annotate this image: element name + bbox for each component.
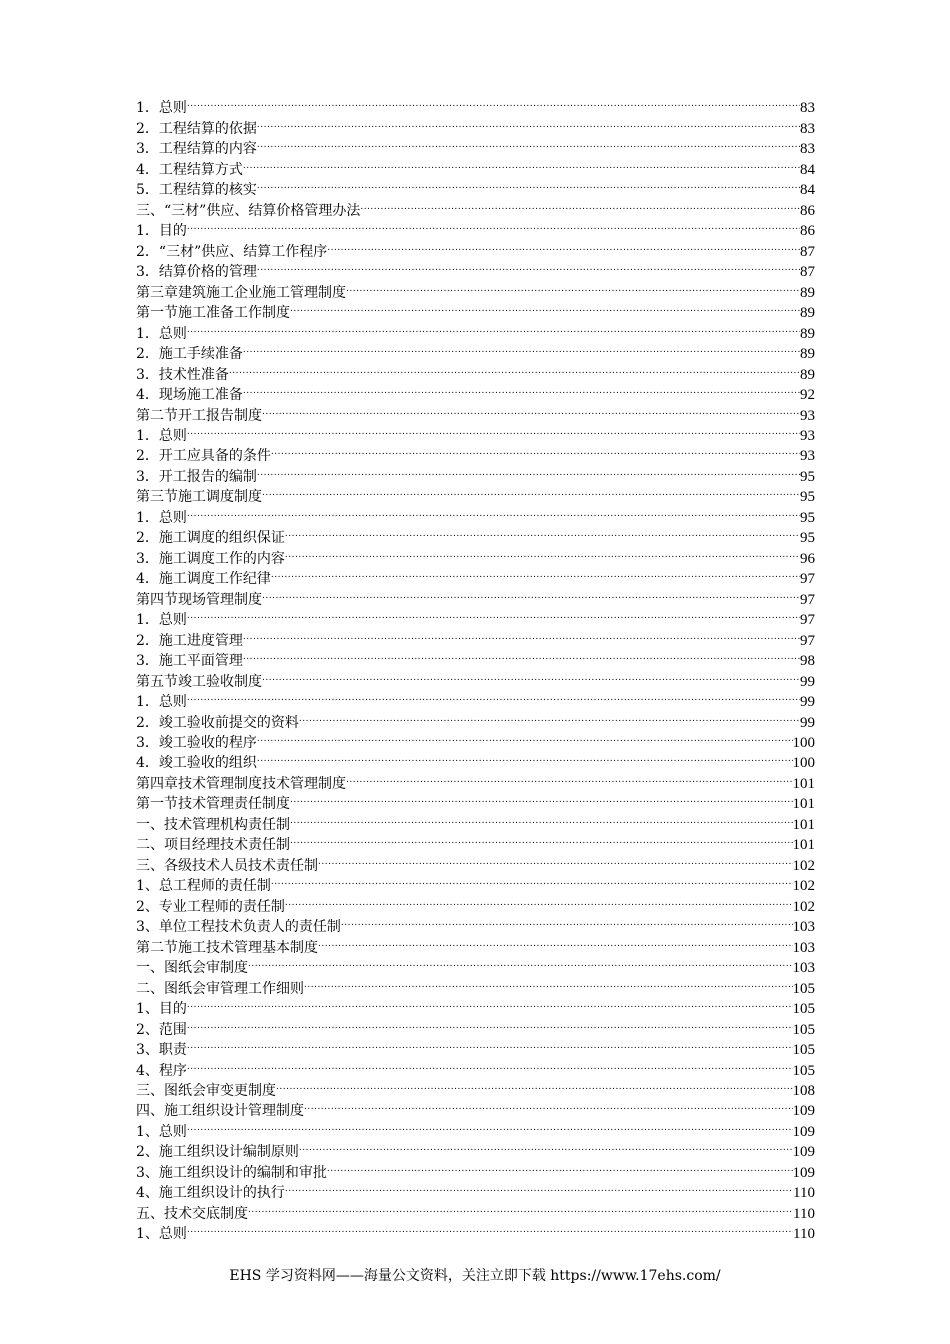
toc-leader-dots: [299, 1136, 793, 1156]
toc-entry[interactable]: [136, 92, 815, 117]
toc-leader-dots: [257, 174, 800, 194]
toc-entry-page-number: 87: [800, 243, 815, 260]
toc-entry[interactable]: [136, 379, 815, 404]
toc-entry-title: 1、总则: [136, 1226, 187, 1243]
toc-leader-dots: [299, 706, 800, 726]
toc-entry[interactable]: [136, 317, 815, 342]
toc-leader-dots: [187, 686, 800, 706]
toc-leader-dots: [243, 645, 800, 665]
toc-leader-dots: [285, 890, 793, 910]
toc-entry-title: 3、施工组织设计的编制和审批: [136, 1164, 327, 1181]
toc-entry-title: 4、施工组织设计的执行: [136, 1185, 285, 1202]
toc-entry-page-number: 105: [792, 1042, 815, 1059]
toc-entry-page-number: 93: [800, 448, 815, 465]
toc-entry-title: 1．总则: [136, 509, 187, 526]
toc-entry-title: 3．竣工验收的程序: [136, 735, 257, 751]
toc-entry-title: 1．目的: [136, 223, 187, 240]
table-of-contents: [136, 92, 815, 1243]
toc-entry-page-number: 105: [792, 1021, 815, 1038]
toc-entry-page-number: 102: [792, 878, 815, 895]
toc-leader-dots: [346, 276, 800, 296]
toc-entry-page-number: 86: [800, 202, 815, 219]
toc-entry-title: 2．“三材”供应、结算工作程序: [136, 243, 328, 260]
toc-entry-page-number: 102: [792, 898, 815, 915]
toc-entry-title: 1．总则: [136, 325, 187, 342]
toc-entry-page-number: 96: [800, 550, 815, 567]
toc-entry-page-number: 99: [800, 714, 815, 731]
toc-entry-page-number: 103: [792, 960, 815, 977]
toc-entry-title: 1．总则: [136, 100, 187, 117]
toc-leader-dots: [262, 399, 800, 419]
toc-entry-page-number: 109: [792, 1123, 815, 1140]
toc-leader-dots: [257, 133, 800, 153]
toc-entry-title: 第四章技术管理制度技术管理制度: [136, 775, 346, 792]
toc-leader-dots: [318, 849, 793, 869]
toc-entry[interactable]: [136, 1115, 815, 1140]
toc-entry-page-number: 83: [800, 120, 815, 137]
toc-entry-page-number: 102: [792, 857, 815, 874]
toc-entry-title: 1、总则: [136, 1123, 187, 1140]
toc-entry[interactable]: [136, 1013, 815, 1038]
toc-entry-page-number: 86: [800, 223, 815, 240]
toc-leader-dots: [290, 297, 800, 317]
toc-entry-title: 3．施工调度工作的内容: [136, 550, 285, 567]
toc-entry-page-number: 103: [792, 919, 815, 936]
toc-entry-title: 2．工程结算的依据: [136, 120, 257, 137]
toc-entry-title: 第五节竣工验收制度: [136, 673, 262, 690]
toc-entry-title: 第三节施工调度制度: [136, 489, 262, 506]
toc-entry-title: 4．工程结算方式: [136, 161, 243, 178]
toc-leader-dots: [187, 1218, 793, 1238]
toc-entry[interactable]: [136, 522, 815, 547]
toc-entry-title: 4．施工调度工作纪律: [136, 571, 271, 588]
toc-entry-title: 三、各级技术人员技术责任制: [136, 857, 318, 874]
toc-entry-page-number: 109: [792, 1103, 815, 1120]
toc-entry-title: 第一节技术管理责任制度: [136, 796, 290, 813]
toc-entry-page-number: 89: [800, 366, 815, 383]
toc-entry-page-number: 110: [793, 1205, 815, 1222]
toc-entry[interactable]: [136, 1054, 815, 1079]
toc-entry-title: 1．总则: [136, 694, 187, 711]
toc-entry-page-number: 105: [792, 1062, 815, 1079]
toc-leader-dots: [257, 727, 793, 747]
toc-entry[interactable]: [136, 440, 815, 465]
toc-entry-page-number: 95: [800, 530, 815, 547]
toc-entry-page-number: 95: [800, 468, 815, 485]
toc-entry-page-number: 105: [792, 980, 815, 997]
toc-entry-title: 4．现场施工准备: [136, 387, 243, 404]
toc-entry-title: 二、项目经理技术责任制: [136, 837, 290, 854]
toc-entry-title: 五、技术交底制度: [136, 1205, 248, 1222]
toc-entry[interactable]: [136, 624, 815, 649]
toc-entry-page-number: 103: [792, 939, 815, 956]
toc-entry-title: 3、单位工程技术负责人的责任制: [136, 919, 341, 936]
toc-entry-title: 四、施工组织设计管理制度: [136, 1103, 304, 1120]
toc-entry[interactable]: [136, 604, 815, 629]
toc-entry-title: 1．总则: [136, 427, 187, 444]
toc-entry-page-number: 93: [800, 407, 815, 424]
toc-leader-dots: [271, 440, 800, 460]
toc-entry-title: 二、图纸会审管理工作细则: [136, 980, 304, 997]
toc-entry-title: 4．竣工验收的组织: [136, 755, 257, 772]
toc-entry-page-number: 95: [800, 489, 815, 506]
toc-entry[interactable]: [136, 215, 815, 240]
toc-entry-page-number: 109: [792, 1164, 815, 1181]
toc-leader-dots: [304, 972, 793, 992]
toc-leader-dots: [285, 522, 800, 542]
toc-entry[interactable]: [136, 235, 815, 260]
toc-entry-page-number: 100: [792, 755, 815, 772]
toc-entry[interactable]: [136, 686, 815, 711]
toc-entry-page-number: 101: [792, 796, 815, 813]
toc-leader-dots: [257, 747, 793, 767]
toc-entry-page-number: 100: [792, 735, 815, 751]
toc-entry-page-number: 99: [800, 694, 815, 711]
toc-leader-dots: [276, 1075, 793, 1095]
toc-entry-page-number: 89: [800, 284, 815, 301]
toc-entry-title: 三、“三材”供应、结算价格管理办法: [136, 202, 361, 219]
toc-entry-title: 2．施工手续准备: [136, 346, 243, 363]
toc-leader-dots: [271, 870, 793, 890]
toc-entry-page-number: 95: [800, 509, 815, 526]
toc-entry-page-number: 87: [800, 264, 815, 281]
toc-entry-title: 1、目的: [136, 1001, 187, 1018]
toc-leader-dots: [187, 501, 800, 521]
toc-entry-page-number: 101: [792, 837, 815, 854]
toc-leader-dots: [187, 1115, 793, 1135]
toc-entry-title: 5．工程结算的核实: [136, 182, 257, 199]
toc-leader-dots: [271, 563, 800, 583]
toc-entry-page-number: 83: [800, 100, 815, 117]
toc-leader-dots: [187, 92, 800, 112]
toc-entry-title: 2．施工进度管理: [136, 632, 243, 649]
toc-entry-page-number: 89: [800, 305, 815, 322]
toc-entry-title: 1．总则: [136, 612, 187, 629]
toc-entry-title: 第三章建筑施工企业施工管理制度: [136, 284, 346, 301]
toc-leader-dots: [285, 1177, 793, 1197]
toc-entry-page-number: 84: [800, 182, 815, 199]
toc-leader-dots: [229, 358, 800, 378]
toc-entry-page-number: 84: [800, 161, 815, 178]
toc-leader-dots: [257, 256, 800, 276]
toc-entry-page-number: 110: [793, 1185, 815, 1202]
toc-leader-dots: [318, 931, 793, 951]
toc-entry-title: 第一节施工准备工作制度: [136, 305, 290, 322]
toc-leader-dots: [248, 1197, 793, 1217]
toc-entry-title: 3．开工报告的编制: [136, 468, 257, 485]
toc-entry[interactable]: [136, 112, 815, 137]
toc-entry[interactable]: [136, 420, 815, 444]
toc-entry[interactable]: [136, 338, 815, 363]
toc-entry-title: 2、专业工程师的责任制: [136, 898, 285, 915]
toc-entry-title: 2、范围: [136, 1021, 187, 1038]
toc-entry-title: 3．技术性准备: [136, 366, 229, 383]
toc-leader-dots: [262, 583, 800, 603]
toc-entry-title: 三、图纸会审变更制度: [136, 1082, 276, 1099]
toc-entry-page-number: 97: [800, 612, 815, 629]
toc-leader-dots: [248, 952, 793, 972]
toc-leader-dots: [243, 379, 800, 399]
toc-entry-title: 一、图纸会审制度: [136, 960, 248, 977]
toc-leader-dots: [187, 604, 800, 624]
toc-entry-page-number: 97: [800, 571, 815, 588]
toc-entry-title: 第二节开工报告制度: [136, 407, 262, 424]
toc-leader-dots: [304, 1095, 793, 1115]
toc-entry[interactable]: [136, 1218, 815, 1243]
toc-leader-dots: [243, 338, 800, 358]
toc-entry-page-number: 101: [792, 775, 815, 792]
toc-entry-title: 2、施工组织设计编制原则: [136, 1144, 299, 1161]
toc-leader-dots: [257, 112, 800, 132]
toc-entry[interactable]: [136, 501, 815, 526]
toc-leader-dots: [290, 788, 793, 808]
toc-entry-page-number: 83: [800, 141, 815, 158]
toc-entry-title: 2．施工调度的组织保证: [136, 530, 285, 547]
toc-entry-page-number: 97: [800, 591, 815, 608]
toc-leader-dots: [290, 808, 793, 828]
toc-leader-dots: [187, 317, 800, 337]
toc-leader-dots: [187, 215, 800, 235]
toc-entry[interactable]: [136, 706, 815, 731]
toc-entry-page-number: 108: [792, 1082, 815, 1099]
toc-entry-page-number: 110: [793, 1226, 815, 1243]
toc-entry-page-number: 93: [800, 427, 815, 444]
toc-leader-dots: [262, 665, 800, 685]
toc-entry-title: 第二节施工技术管理基本制度: [136, 939, 318, 956]
toc-entry-page-number: 92: [800, 387, 815, 404]
toc-entry-page-number: 89: [800, 346, 815, 363]
toc-entry-page-number: 105: [792, 1001, 815, 1018]
toc-leader-dots: [187, 420, 800, 440]
page-footer: EHS 学习资料网——海量公文资料，关注立即下载 https://www.17ehs.com/: [229, 1268, 721, 1284]
toc-leader-dots: [327, 235, 800, 255]
toc-entry-title: 1、总工程师的责任制: [136, 878, 271, 895]
toc-entry[interactable]: [136, 1136, 815, 1161]
toc-leader-dots: [187, 993, 793, 1013]
toc-leader-dots: [341, 911, 793, 931]
toc-leader-dots: [360, 194, 800, 214]
toc-entry-title: 第四节现场管理制度: [136, 591, 262, 608]
toc-leader-dots: [187, 1034, 793, 1054]
toc-entry[interactable]: [136, 1075, 815, 1099]
toc-entry-title: 3．结算价格的管理: [136, 264, 257, 281]
toc-entry-page-number: 99: [800, 673, 815, 690]
toc-entry-title: 3、职责: [136, 1042, 187, 1059]
toc-entry[interactable]: [136, 1034, 815, 1059]
toc-entry[interactable]: [136, 993, 815, 1018]
toc-entry-page-number: 98: [800, 653, 815, 670]
toc-entry-title: 2．开工应具备的条件: [136, 448, 271, 465]
toc-entry-title: 3．施工平面管理: [136, 653, 243, 670]
toc-leader-dots: [257, 460, 800, 480]
toc-leader-dots: [285, 542, 800, 562]
toc-entry-title: 3．工程结算的内容: [136, 141, 257, 158]
toc-entry[interactable]: [136, 358, 815, 383]
toc-entry-title: 4、程序: [136, 1062, 187, 1079]
toc-leader-dots: [327, 1156, 793, 1176]
toc-entry-page-number: 89: [800, 325, 815, 342]
toc-entry-page-number: 97: [800, 632, 815, 649]
toc-leader-dots: [346, 767, 793, 787]
toc-entry-page-number: 101: [792, 816, 815, 833]
toc-leader-dots: [243, 624, 800, 644]
toc-leader-dots: [187, 1054, 793, 1074]
toc-entry-title: 2．竣工验收前提交的资料: [136, 714, 299, 731]
toc-leader-dots: [262, 481, 800, 501]
toc-entry-page-number: 109: [792, 1144, 815, 1161]
toc-leader-dots: [243, 153, 800, 173]
toc-leader-dots: [187, 1013, 793, 1033]
toc-leader-dots: [290, 829, 793, 849]
toc-entry-title: 一、技术管理机构责任制: [136, 816, 290, 833]
